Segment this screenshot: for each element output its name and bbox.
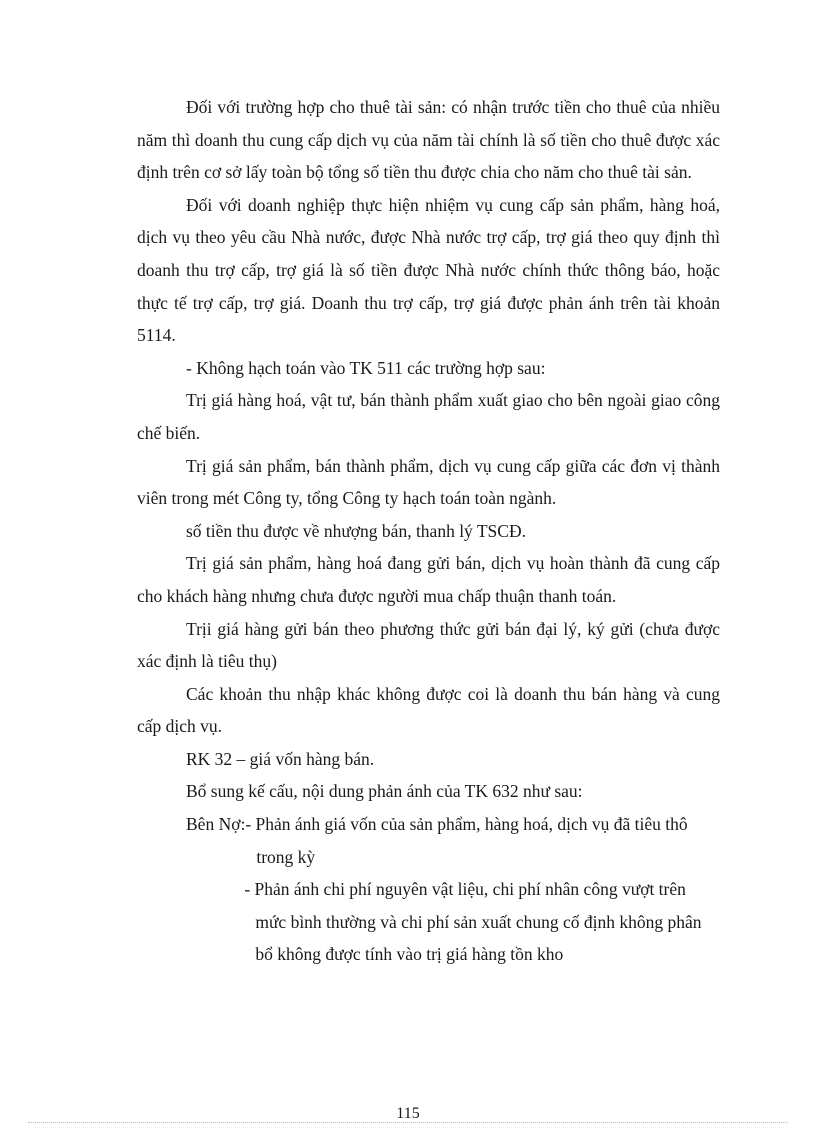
paragraph-exclusion-fixed-assets: số tiền thu được về nhượng bán, thanh lý TSCĐ. bbox=[186, 520, 526, 541]
paragraph-exclusion-consignment: Trị giá sản phẩm, hàng hoá đang gửi bán, dịch vụ hoàn thành đã cung cấp cho khách hàng nhưng chưa được người mua chấp thuận thanh toán. bbox=[137, 553, 720, 606]
paragraph-exclusions-heading: - Không hạch toán vào TK 511 các trường hợp sau: bbox=[186, 357, 546, 378]
section-heading-tk632: RK 32 – giá vốn hàng bán. bbox=[186, 748, 375, 769]
paragraph-exclusion-agency: Trịi giá hàng gửi bán theo phương thức gửi bán đại lý, ký gửi (chưa được xác định là tiêu thụ) bbox=[137, 618, 720, 672]
paragraph-exclusion-processing: Trị giá hàng hoá, vật tư, bán thành phẩm xuất giao cho bên ngoài giao công chế biến. bbox=[137, 390, 720, 443]
page-number: 115 bbox=[396, 1105, 420, 1122]
paragraph-exclusion-internal: Trị giá sản phẩm, bán thành phẩm, dịch vụ cung cấp giữa các đơn vị thành viên trong mét Công ty, tổng Công ty hạch toán toàn ngành. bbox=[137, 455, 720, 509]
debit-label: Bên Nợ: bbox=[186, 814, 246, 835]
paragraph-tk632-structure: Bổ sung kế cấu, nội dung phản ánh của TK 632 như sau: bbox=[186, 781, 583, 802]
paragraph-state-subsidy: Đối với doanh nghiệp thực hiện nhiệm vụ cung cấp sản phẩm, hàng hoá, dịch vụ theo yêu cầu Nhà nước, được Nhà nước trợ cấp, trợ giá theo quy định thì doanh thu trợ cấp, trợ giá là số tiền được Nhà nước chính thức thông báo, hoặc thực tế trợ cấp, trợ giá. Doanh thu trợ cấp, trợ giá được phản ánh trên tài khoản 5114. bbox=[137, 194, 720, 346]
paragraph-asset-lease: Đối với trường hợp cho thuê tài sản: có nhận trước tiền cho thuê của nhiều năm thì doanh thu cung cấp dịch vụ của năm tài chính là số tiền cho thuê được xác định trên cơ sở lấy toàn bộ tổng số tiền thu được chia cho năm cho thuê tài sản. bbox=[137, 97, 720, 183]
debit-items bbox=[245, 808, 720, 971]
page-body bbox=[137, 91, 720, 971]
debit-item-cost-of-goods: - Phản ánh giá vốn của sản phẩm, hàng hoá, dịch vụ đã tiêu thô trong kỳ bbox=[245, 814, 688, 867]
paragraph-exclusion-other-income: Các khoản thu nhập khác không được coi là doanh thu bán hàng và cung cấp dịch vụ. bbox=[137, 683, 720, 737]
debit-item-excess-costs: - Phản ánh chi phí nguyên vật liệu, chi phí nhân công vượt trên mức bình thường và chi phí sản xuất chung cố định không phân bổ không được tính vào trị giá hàng tồn kho bbox=[244, 879, 702, 965]
debit-section bbox=[137, 808, 720, 971]
